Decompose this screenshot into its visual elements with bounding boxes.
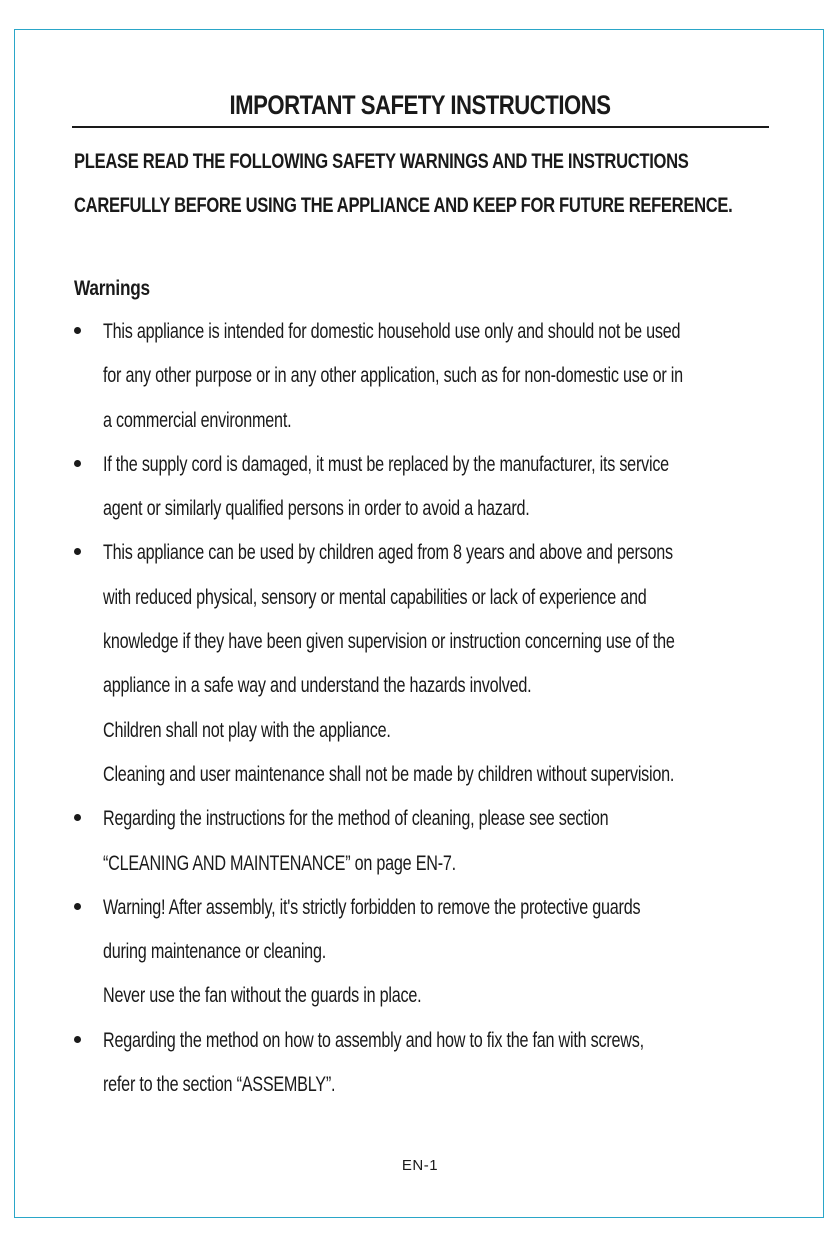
warning-item [74, 310, 774, 443]
warning-line: for any other purpose or in any other application, such as for non-domestic use or in [103, 364, 683, 388]
warning-item [74, 1019, 774, 1108]
warning-item [74, 797, 774, 886]
section-heading-warnings: Warnings [74, 277, 150, 300]
bullet-icon [74, 903, 81, 910]
page-title: IMPORTANT SAFETY INSTRUCTIONS [229, 90, 611, 120]
warning-line: appliance in a safe way and understand the hazards involved. [103, 674, 532, 698]
warning-line: If the supply cord is damaged, it must be replaced by the manufacturer, its service [103, 452, 669, 476]
bullet-icon [74, 460, 81, 467]
warning-line: Children shall not play with the appliance. [103, 718, 391, 742]
intro-paragraph [74, 140, 774, 228]
bullet-icon [74, 548, 81, 555]
warning-line: Regarding the instructions for the method of cleaning, please see section [103, 807, 609, 831]
warning-line: This appliance can be used by children aged from 8 years and above and persons [103, 541, 673, 565]
warning-line: a commercial environment. [103, 408, 292, 432]
warning-line: with reduced physical, sensory or mental capabilities or lack of experience and [103, 585, 647, 609]
warning-line: This appliance is intended for domestic household use only and should not be used [103, 320, 681, 343]
warnings-list [74, 310, 774, 1107]
warning-line: agent or similarly qualified persons in order to avoid a hazard. [103, 497, 530, 521]
intro-line: PLEASE READ THE FOLLOWING SAFETY WARNINGS AND THE INSTRUCTIONS [74, 150, 689, 173]
warning-item [74, 443, 774, 532]
bullet-icon [74, 814, 81, 821]
warning-line: during maintenance or cleaning. [103, 940, 326, 964]
warning-line: Never use the fan without the guards in place. [103, 984, 422, 1008]
bullet-icon [74, 1036, 81, 1043]
title-divider [72, 126, 769, 128]
warning-line: Warning! After assembly, it's strictly forbidden to remove the protective guards [103, 895, 641, 919]
warning-line: Regarding the method on how to assembly and how to fix the fan with screws, [103, 1028, 644, 1052]
warning-line: Cleaning and user maintenance shall not be made by children without supervision. [103, 762, 675, 786]
intro-line: CAREFULLY BEFORE USING THE APPLIANCE AND KEEP FOR FUTURE REFERENCE. [74, 194, 733, 217]
warning-item [74, 531, 774, 797]
bullet-icon [74, 327, 81, 334]
warning-line: “CLEANING AND MAINTENANCE” on page EN-7. [103, 851, 456, 875]
warning-line: knowledge if they have been given supervision or instruction concerning use of the [103, 630, 675, 654]
warning-item [74, 886, 774, 1019]
page-number: EN-1 [401, 1157, 439, 1174]
warning-line: refer to the section “ASSEMBLY”. [103, 1073, 336, 1097]
